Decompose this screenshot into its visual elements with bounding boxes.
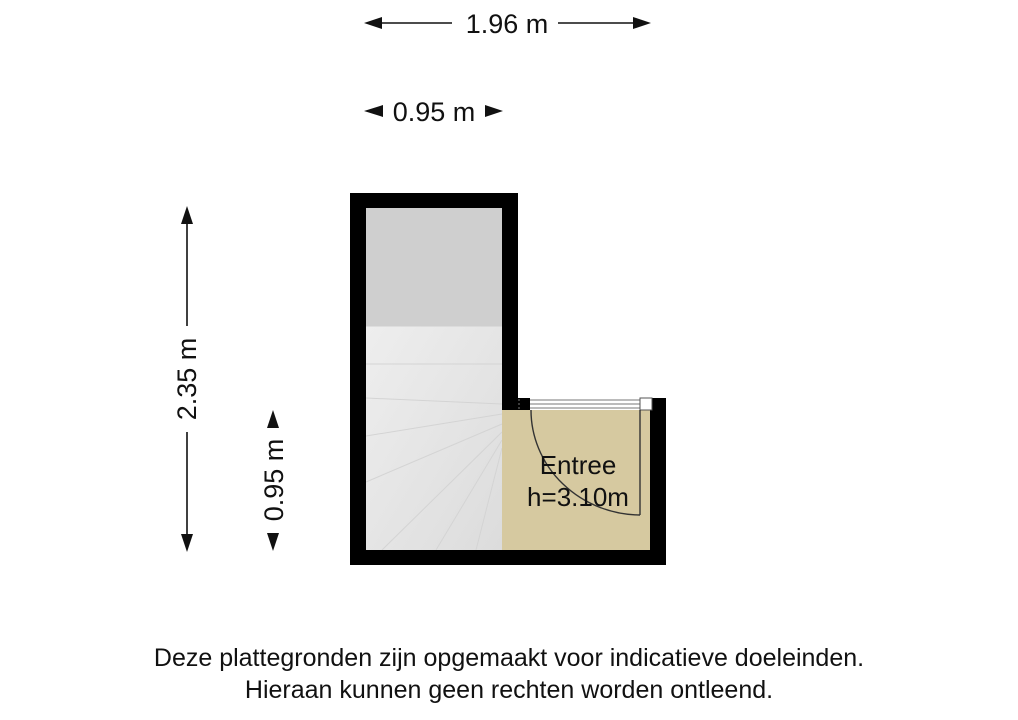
room-entree-floor	[502, 410, 650, 550]
disclaimer-line-2: Hieraan kunnen geen rechten worden ontleend.	[244, 676, 774, 704]
arrow-up-icon	[267, 410, 279, 428]
dimension-label-top-width: 1.96 m	[465, 9, 549, 39]
arrow-right-icon	[485, 105, 503, 117]
dimension-label-left-height: 2.35 m	[172, 337, 202, 421]
dimension-label-left-inner: 0.95 m	[259, 438, 289, 522]
front-door-opening	[518, 398, 652, 410]
arrow-right-icon	[633, 17, 651, 29]
arrow-left-icon	[364, 17, 382, 29]
dimension-left-height	[172, 206, 202, 552]
room-name: Entree	[539, 450, 617, 480]
arrow-left-icon	[364, 105, 383, 117]
dimension-top-width	[364, 9, 651, 39]
dimension-top-inner	[364, 97, 503, 127]
room-height: h=3.10m	[527, 482, 629, 512]
arrow-up-icon	[181, 206, 193, 224]
arrow-down-icon	[267, 533, 279, 551]
stair-void	[366, 208, 502, 326]
staircase	[366, 326, 502, 550]
dimension-label-top-inner: 0.95 m	[392, 97, 476, 127]
dimension-left-inner	[259, 410, 289, 551]
arrow-down-icon	[181, 534, 193, 552]
disclaimer-line-1: Deze plattegronden zijn opgemaakt voor indicatieve doeleinden.	[153, 644, 865, 672]
